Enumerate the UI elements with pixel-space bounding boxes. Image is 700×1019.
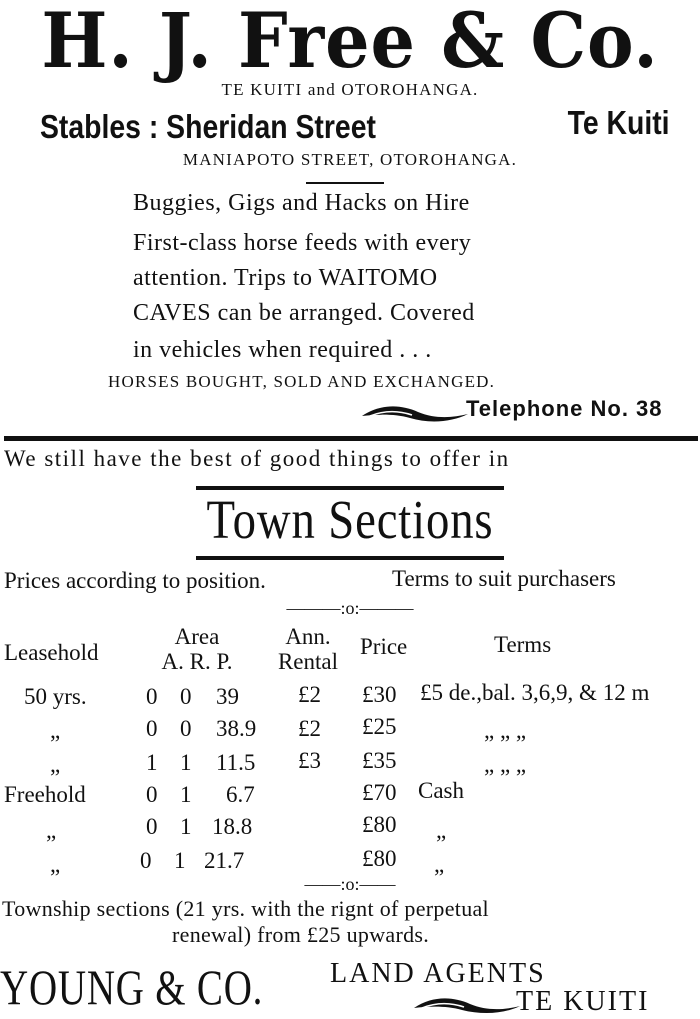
- row-tenure: „: [50, 718, 61, 743]
- stables-street: Sheridan Street: [166, 108, 376, 145]
- row-rental: £2: [298, 716, 321, 741]
- short-divider: [306, 182, 384, 184]
- row-r: 1: [180, 782, 192, 807]
- agent-town: TE KUITI: [516, 986, 650, 1017]
- row-rental: £3: [298, 748, 321, 773]
- ad-line-5: in vehicles when required . . .: [133, 337, 432, 363]
- row-r: 1: [180, 750, 192, 775]
- row-p: 39: [216, 684, 239, 709]
- flourish-ornament: [360, 402, 470, 426]
- row-tenure: „: [46, 818, 57, 843]
- ad-line-4: CAVES can be arranged. Covered: [133, 300, 475, 326]
- row-price: £80: [362, 846, 397, 871]
- row-a: 0: [140, 848, 152, 873]
- ad-line-1: Buggies, Gigs and Hacks on Hire: [133, 190, 470, 216]
- row-r: 1: [174, 848, 186, 873]
- branch-line: MANIAPOTO STREET, OTOROHANGA.: [182, 150, 518, 169]
- row-a: 0: [146, 684, 158, 709]
- row-terms: „: [434, 852, 445, 877]
- township-line-1: Township sections (21 yrs. with the rignt of perpetual: [2, 896, 489, 921]
- agent-role: LAND AGENTS: [330, 958, 546, 989]
- terms-note: Terms to suit purchasers: [392, 566, 616, 591]
- row-terms: „ „ „: [484, 752, 527, 777]
- row-r: 0: [180, 716, 192, 741]
- horses-line: HORSES BOUGHT, SOLD AND EXCHANGED.: [108, 372, 496, 391]
- row-terms: „ „ „: [484, 718, 527, 743]
- ad-line-2: First-class horse feeds with every: [133, 230, 472, 256]
- ad-line-3: attention. Trips to WAITOMO: [133, 265, 438, 291]
- row-price: £25: [362, 714, 397, 739]
- flourish-ornament-2: [412, 994, 522, 1016]
- stables-label-text: Stables :: [40, 108, 159, 145]
- row-tenure: „: [50, 752, 61, 777]
- header-area-label: Area: [174, 624, 220, 649]
- divider-2: ——:o:——: [304, 874, 396, 894]
- row-tenure: 50 yrs.: [24, 684, 87, 709]
- stables-town: Te Kuiti: [568, 104, 670, 141]
- divider-1: ———:o:———: [286, 598, 414, 618]
- header-rental: [262, 624, 354, 674]
- row-tenure: „: [50, 852, 61, 877]
- township-line-2: renewal) from £25 upwards.: [172, 922, 430, 947]
- row-p: 21.7: [204, 848, 245, 873]
- header-rental-label: Rental: [277, 649, 339, 674]
- row-r: 0: [180, 684, 192, 709]
- header-price: Price: [360, 634, 408, 659]
- row-price: £70: [362, 780, 397, 805]
- heading-rule-bottom: [196, 556, 504, 560]
- row-price: £80: [362, 812, 397, 837]
- row-rental: £2: [298, 682, 321, 707]
- row-p: 6.7: [226, 782, 255, 807]
- row-p: 38.9: [216, 716, 257, 741]
- row-r: 1: [180, 814, 192, 839]
- row-a: 0: [146, 716, 158, 741]
- intro-line: We still have the best of good things to offer in: [4, 446, 510, 471]
- ad-separator: [4, 436, 698, 441]
- row-a: 1: [146, 750, 158, 775]
- row-p: 18.8: [212, 814, 253, 839]
- row-terms: £5 de.,bal. 3,6,9, & 12 m: [420, 680, 650, 705]
- telephone-line: Telephone No. 38: [466, 396, 663, 421]
- row-a: 0: [146, 814, 158, 839]
- firm-title: H. J. Free & Co.: [41, 0, 659, 85]
- row-p: 11.5: [216, 750, 256, 775]
- section-heading: Town Sections: [206, 489, 494, 550]
- row-price: £30: [362, 682, 397, 707]
- locations-line: TE KUITI and OTOROHANGA.: [221, 80, 479, 99]
- agent-name: YOUNG & CO.: [0, 959, 264, 1015]
- header-terms: Terms: [494, 632, 552, 657]
- row-a: 0: [146, 782, 158, 807]
- header-arp: A. R. P.: [161, 649, 233, 674]
- row-price: £35: [362, 748, 397, 773]
- stables-label: [40, 108, 376, 146]
- header-area: [138, 624, 256, 674]
- header-leasehold: Leasehold: [4, 640, 99, 665]
- row-terms: „: [436, 818, 447, 843]
- row-terms: Cash: [418, 778, 464, 803]
- header-ann: Ann.: [285, 624, 331, 649]
- prices-note: Prices according to position.: [4, 568, 266, 593]
- row-tenure: Freehold: [4, 782, 86, 807]
